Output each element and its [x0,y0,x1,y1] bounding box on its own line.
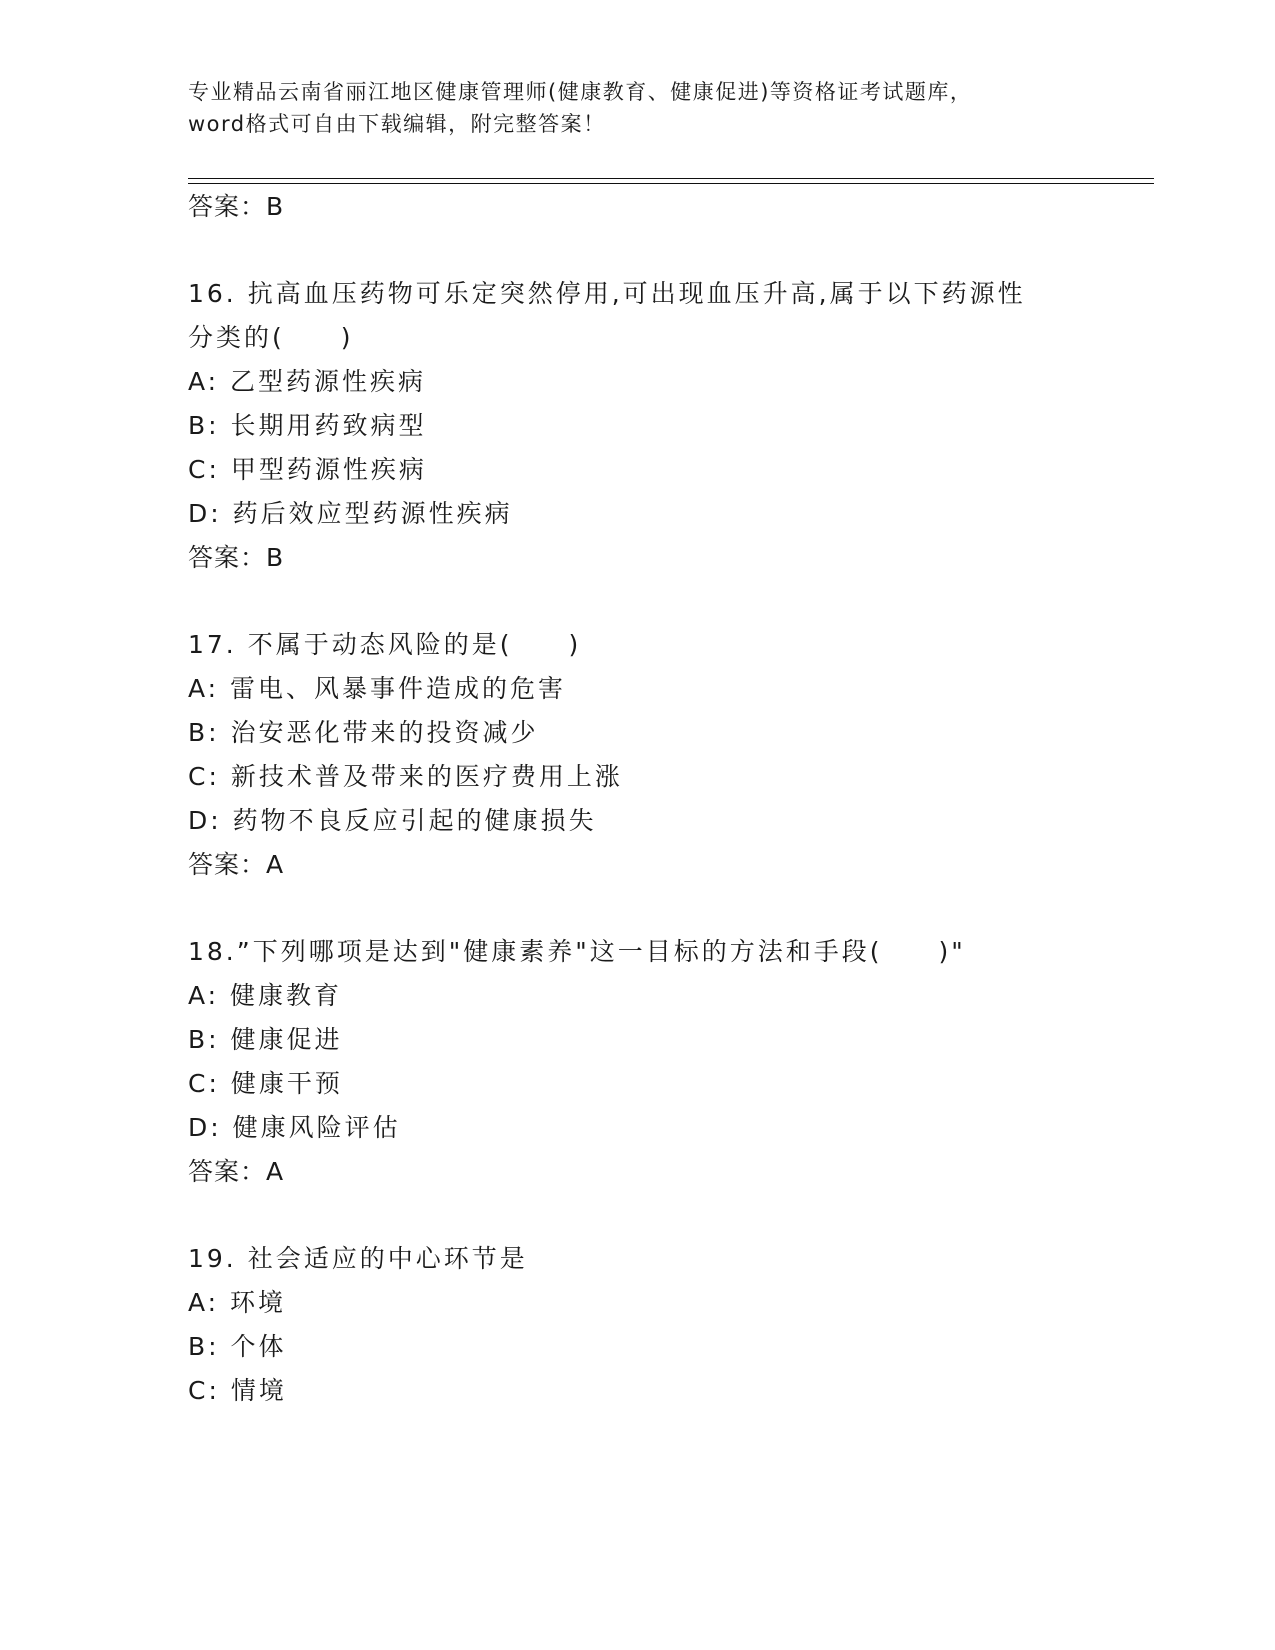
question-18-stem: 18.”下列哪项是达到"健康素养"这一目标的方法和手段( )" [188,937,966,966]
question-19-option-b: B: 个体 [188,1332,287,1361]
question-16-option-d: D: 药后效应型药源性疾病 [188,499,513,528]
question-17-stem: 17. 不属于动态风险的是( ) [188,630,582,659]
question-19-stem: 19. 社会适应的中心环节是 [188,1244,528,1273]
question-17-option-c: C: 新技术普及带来的医疗费用上涨 [188,762,623,791]
question-16-stem: 16. 抗高血压药物可乐定突然停用,可出现血压升高,属于以下药源性 [188,279,1026,308]
question-18-option-c: C: 健康干预 [188,1069,343,1098]
header-divider-bottom [188,183,1154,184]
question-18-option-d: D: 健康风险评估 [188,1113,401,1142]
question-19-option-a: A: 环境 [188,1288,287,1317]
question-17-option-b: B: 治安恶化带来的投资减少 [188,718,539,747]
page-header [188,76,1088,140]
question-17-answer: 答案：A [188,850,285,879]
header-divider-top [188,178,1154,179]
question-18-option-a: A: 健康教育 [188,981,343,1010]
question-16-stem-cont: 分类的( ) [188,323,354,352]
header-line-2: word格式可自由下载编辑，附完整答案！ [188,112,606,136]
question-16-option-b: B: 长期用药致病型 [188,411,427,440]
question-17-option-a: A: 雷电、风暴事件造成的危害 [188,674,567,703]
question-19-option-c: C: 情境 [188,1376,287,1405]
question-18-answer: 答案：A [188,1157,285,1186]
question-18-option-b: B: 健康促进 [188,1025,343,1054]
question-16-option-c: C: 甲型药源性疾病 [188,455,427,484]
header-line-1: 专业精品云南省丽江地区健康管理师(健康教育、健康促进)等资格证考试题库， [188,80,973,104]
question-17-option-d: D: 药物不良反应引起的健康损失 [188,806,597,835]
previous-answer: 答案：B [188,192,285,221]
question-16-answer: 答案：B [188,543,285,572]
question-16-option-a: A: 乙型药源性疾病 [188,367,427,396]
